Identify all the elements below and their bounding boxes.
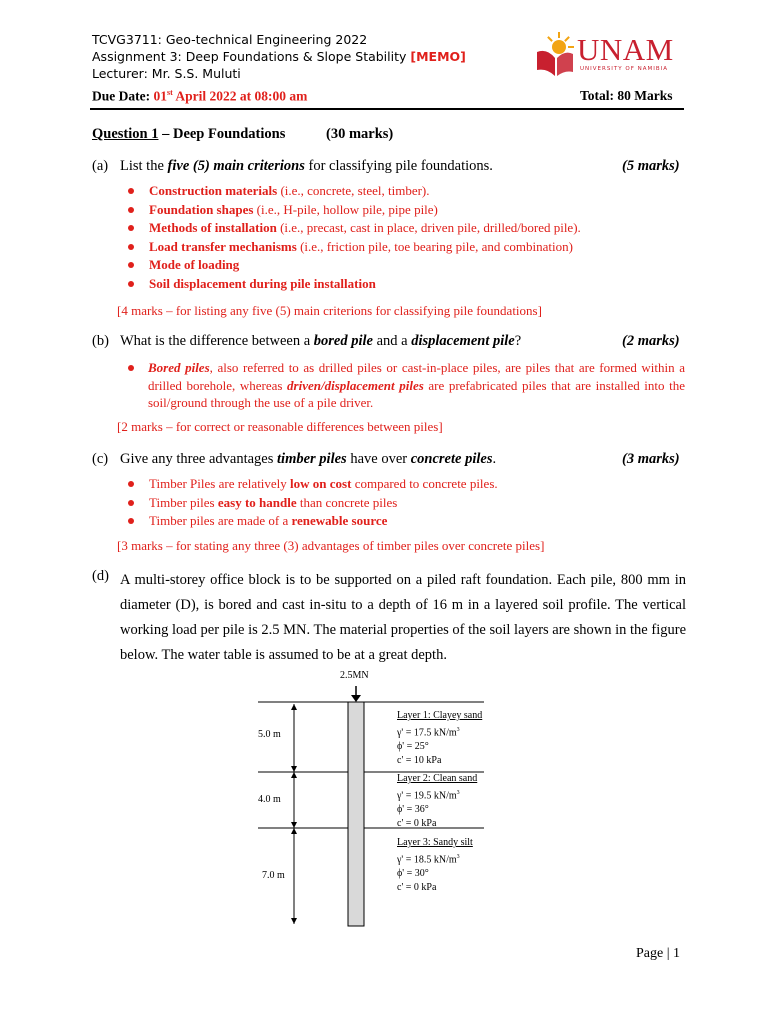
part-d-question: A multi-storey office block is to be supported on a piled raft foundation. Each pile, 800 mm in diameter (D), is bored and cast in-situ to a depth of 16 m in a layered soil profile. The vertical working load per pile is 2.5 MN. The material properties of the soil layers are shown in the figure below. The water table is assumed to be at a great depth.: [120, 572, 686, 663]
part-d-letter: (d): [92, 568, 109, 584]
part-c-question: Give any three advantages timber piles have over concrete piles.: [120, 451, 497, 467]
assignment-title: Assignment 3: Deep Foundations & Slope Stability [MEMO]: [92, 49, 466, 64]
soil-profile-figure: [258, 668, 490, 930]
logo-name: UNAM: [577, 32, 674, 67]
lecturer: Lecturer: Mr. S.S. Muluti: [92, 66, 241, 81]
list-item: Timber Piles are relatively low on cost compared to concrete piles.: [122, 476, 682, 495]
question-title: Question 1 – Deep Foundations: [92, 126, 286, 142]
part-c-answer-list: [122, 476, 682, 532]
layer2-depth: 4.0 m: [258, 794, 281, 805]
layer3-properties: Layer 3: Sandy silt γ' = 18.5 $kN/m^3$ ϕ' = 30° c' = 0 kPa: [397, 837, 473, 894]
part-b-mark-note: [2 marks – for correct or reasonable differences between piles]: [117, 419, 443, 434]
layer2-properties: Layer 2: Clean sand γ' = 19.5 $kN/m^3$ ϕ' = 36° c' = 0 kPa: [397, 773, 478, 830]
part-c-letter: (c): [92, 451, 109, 467]
list-item: Soil displacement during pile installation: [122, 276, 692, 295]
part-b-answer: Bored piles, also referred to as drilled piles or cast-in-place piles, are piles that are formed within a drilled borehole, whereas driven/displacement piles are prefabricated piles that are installed into the soil/ground through the use of a pile driver.: [122, 359, 685, 412]
sun-book-icon: [533, 30, 577, 78]
total-marks: Total: 80 Marks: [580, 88, 673, 103]
list-item: Foundation shapes (i.e., H-pile, hollow pile, pipe pile): [122, 202, 692, 221]
list-item: Methods of installation (i.e., precast, cast in place, driven pile, drilled/bored pile).: [122, 220, 692, 239]
part-a-marks: (5 marks): [622, 158, 680, 174]
part-c-mark-note: [3 marks – for stating any three (3) advantages of timber piles over concrete piles]: [117, 538, 545, 553]
header-divider: [90, 108, 684, 110]
pile-shaft: [348, 702, 364, 926]
unam-logo: [533, 30, 683, 80]
layer1-depth: 5.0 m: [258, 729, 281, 740]
part-a-mark-note: [4 marks – for listing any five (5) main criterions for classifying pile foundations]: [117, 303, 542, 318]
course-title: TCVG3711: Geo-technical Engineering 2022: [92, 32, 368, 47]
memo-tag: [MEMO]: [410, 49, 466, 64]
list-item: Mode of loading: [122, 257, 692, 276]
page-number: Page | 1: [636, 946, 681, 961]
load-arrowhead: [351, 695, 361, 702]
load-label: 2.5MN: [340, 670, 369, 681]
layer3-depth: 7.0 m: [262, 870, 285, 881]
logo-subtitle: UNIVERSITY OF NAMIBIA: [580, 66, 669, 72]
list-item: Load transfer mechanisms (i.e., friction pile, toe bearing pile, and combination): [122, 239, 692, 258]
due-date: Due Date: 01st April 2022 at 08:00 am: [92, 88, 308, 104]
part-a-letter: (a): [92, 158, 109, 174]
part-c-marks: (3 marks): [622, 451, 680, 467]
layer1-properties: Layer 1: Clayey sand γ' = 17.5 $kN/m^3$ ϕ' = 25° c' = 10 kPa: [397, 710, 483, 767]
part-b-marks: (2 marks): [622, 333, 680, 349]
part-b-letter: (b): [92, 333, 109, 349]
question-marks: (30 marks): [326, 126, 394, 142]
part-b-question: What is the difference between a bored pile and a displacement pile?: [120, 333, 522, 349]
list-item: Construction materials (i.e., concrete, steel, timber).: [122, 183, 692, 202]
list-item: Timber piles easy to handle than concrete piles: [122, 495, 682, 514]
list-item: Timber piles are made of a renewable source: [122, 513, 682, 532]
part-a-question: List the five (5) main criterions for classifying pile foundations.: [120, 158, 493, 174]
part-a-answer-list: [122, 183, 692, 294]
header-block: [92, 31, 466, 82]
